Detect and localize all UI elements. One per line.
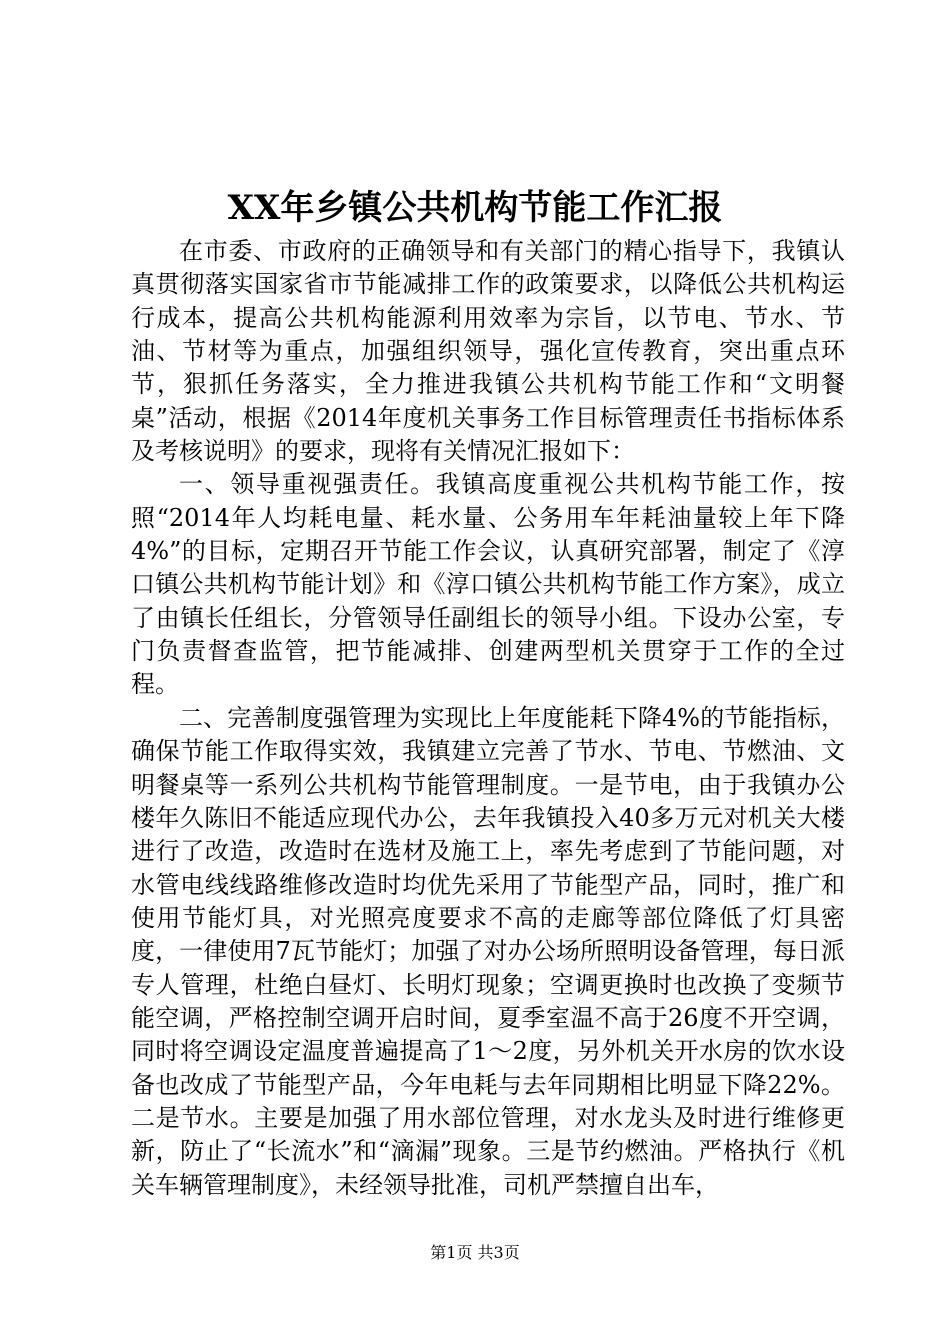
- document-title: XX年乡镇公共机构节能工作汇报: [227, 188, 723, 228]
- document-body: [131, 235, 845, 1202]
- intro-paragraph: 在市委、市政府的正确领导和有关部门的精心指导下，我镇认真贯彻落实国家省市节能减排工作的政策要求，以降低公共机构运行成本，提高公共机构能源利用效率为宗旨，以节电、节水、节油、节材等为重点，加强组织领导，强化宣传教育，突出重点环节，狠抓任务落实，全力推进我镇公共机构节能工作和“文明餐桌”活动，根据《2014年度机关事务工作目标管理责任书指标体系及考核说明》的要求，现将有关情况汇报如下：: [131, 237, 845, 466]
- section-1-paragraph: 一、领导重视强责任。我镇高度重视公共机构节能工作，按照“2014年人均耗电量、耗水量、公务用车年耗油量较上年下降4%”的目标，定期召开节能工作会议，认真研究部署，制定了《淳口镇公共机构节能计划》和《淳口镇公共机构节能工作方案》，成立了由镇长任组长，分管领导任副组长的领导小组。下设办公室，专门负责督查监管，把节能减排、创建两型机关贯穿于工作的全过程。: [131, 470, 845, 699]
- page-footer: 第1页 共3页: [430, 1243, 520, 1262]
- section-2-paragraph: 二、完善制度强管理为实现比上年度能耗下降4%的节能指标，确保节能工作取得实效，我镇建立完善了节水、节电、节燃油、文明餐桌等一系列公共机构节能管理制度。一是节电，由于我镇办公楼年久陈旧不能适应现代办公，去年我镇投入40多万元对机关大楼进行了改造，改造时在选材及施工上，率先考虑到了节能问题，对水管电线线路维修改造时均优先采用了节能型产品，同时，推广和使用节能灯具，对光照亮度要求不高的走廊等部位降低了灯具密度，一律使用7瓦节能灯；加强了对办公场所照明设备管理，每日派专人管理，杜绝白昼灯、长明灯现象；空调更换时也改换了变频节能空调，严格控制空调开启时间，夏季室温不高于26度不开空调，同时将空调设定温度普遍提高了1～2度，另外机关开水房的饮水设备也改成了节能型产品，今年电耗与去年同期相比明显下降22%。二是节水。主要是加强了用水部位管理，对水龙头及时进行维修更新，防止了“长流水”和“滴漏”现象。三是节约燃油。严格执行《机关车辆管理制度》，未经领导批准，司机严禁擅自出车，: [131, 703, 845, 1199]
